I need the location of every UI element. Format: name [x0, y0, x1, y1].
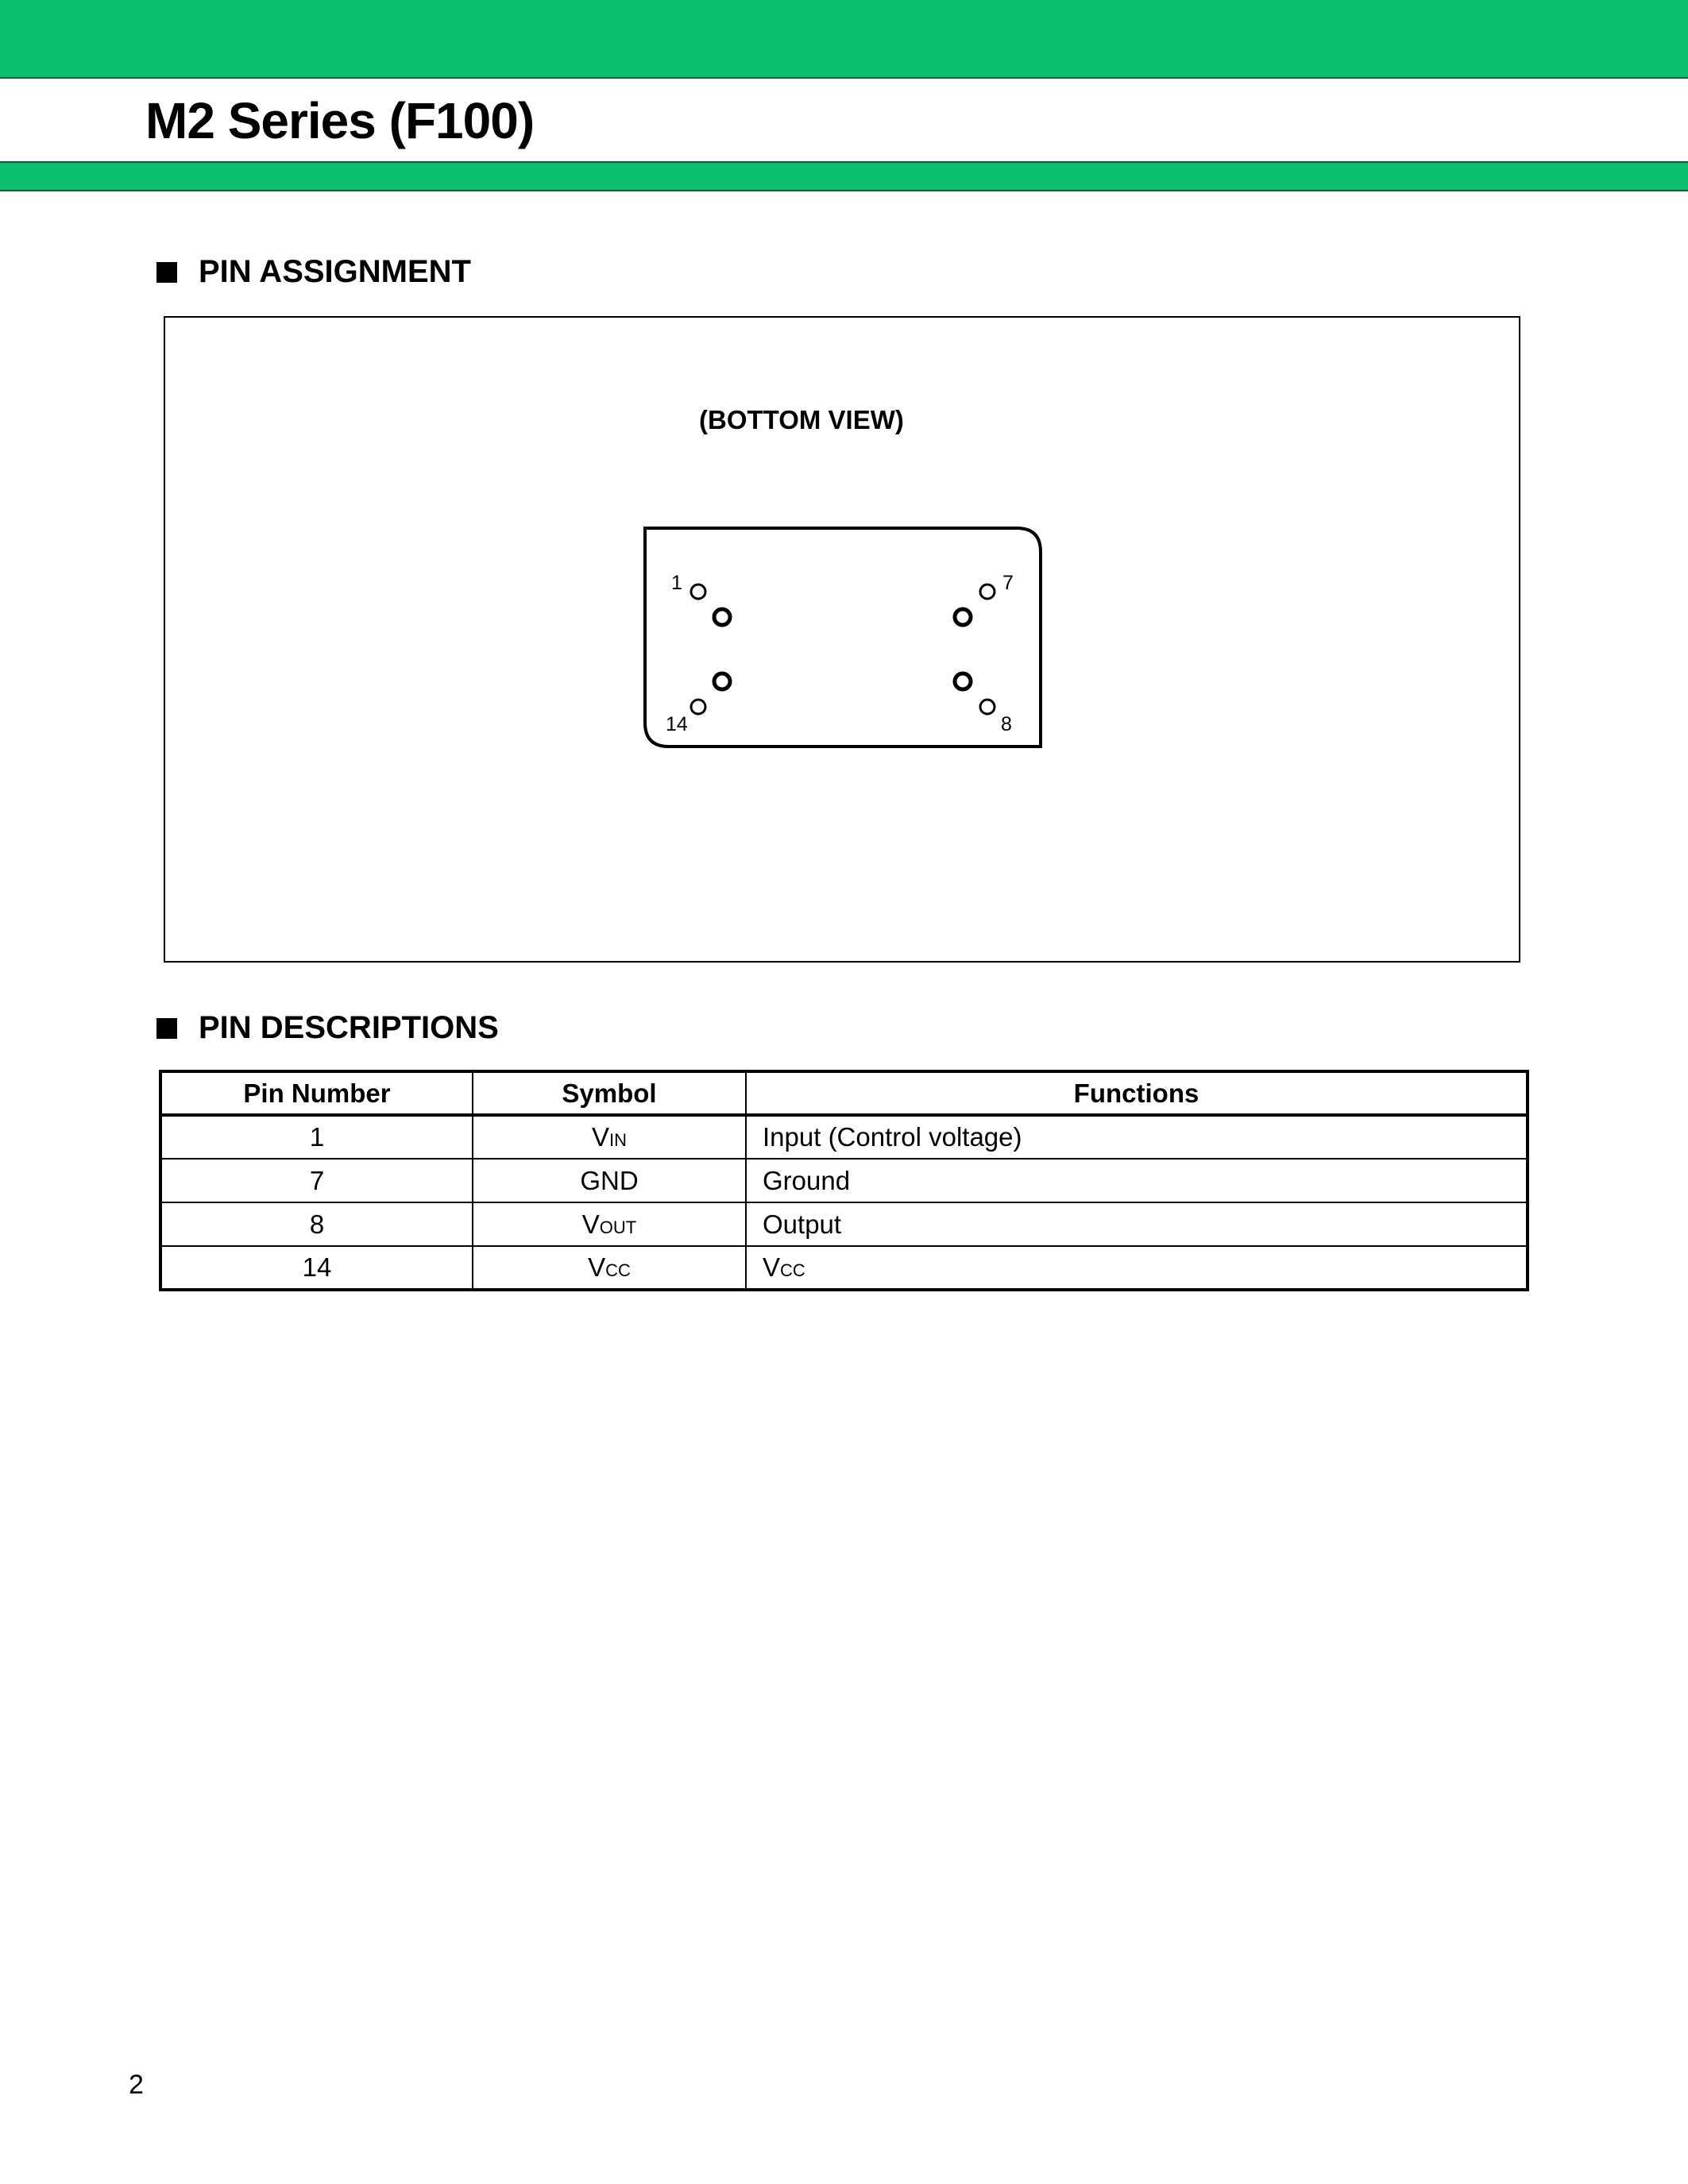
pin-assignment-heading-text: PIN ASSIGNMENT	[199, 254, 471, 289]
pin-label-7: 7	[1002, 572, 1014, 594]
package-outline	[645, 528, 1041, 747]
function-subscript: CC	[780, 1260, 805, 1280]
pin-6-pad	[955, 609, 971, 625]
pin-label-14: 14	[666, 713, 688, 735]
pin-number-cell: 8	[160, 1202, 473, 1246]
symbol-subscript: OUT	[599, 1217, 637, 1237]
bottom-view-label: (BOTTOM VIEW)	[699, 405, 904, 434]
symbol-cell	[473, 1202, 746, 1246]
pin-assignment-heading	[156, 254, 471, 290]
pin-1-pad	[691, 585, 705, 599]
pin-13-pad	[714, 673, 730, 689]
table-row	[160, 1159, 1528, 1202]
column-header-pin-number: Pin Number	[160, 1071, 473, 1115]
pin-2-pad	[714, 609, 730, 625]
package-bottom-view-diagram	[635, 520, 1049, 758]
function-cell	[746, 1246, 1528, 1290]
header-band	[0, 0, 1688, 79]
table-row	[160, 1246, 1528, 1290]
pin-8-pad	[980, 700, 995, 714]
pin-number-cell: 14	[160, 1246, 473, 1290]
symbol-cell	[473, 1246, 746, 1290]
function-cell	[746, 1202, 1528, 1246]
pin-14-pad	[691, 700, 705, 714]
table-header-row	[160, 1071, 1528, 1115]
symbol-subscript: CC	[605, 1260, 631, 1280]
table-row	[160, 1202, 1528, 1246]
function-main: Output	[763, 1209, 842, 1239]
column-header-symbol: Symbol	[473, 1071, 746, 1115]
pin-descriptions-table	[159, 1070, 1529, 1291]
symbol-main: V	[588, 1252, 606, 1282]
function-main: Input (Control voltage)	[763, 1122, 1022, 1152]
symbol-main: V	[581, 1209, 600, 1239]
pin-number-cell: 1	[160, 1115, 473, 1159]
function-cell	[746, 1159, 1528, 1202]
pin-descriptions-heading	[156, 1010, 499, 1046]
pin-9-pad	[955, 673, 971, 689]
function-main: Ground	[763, 1165, 851, 1195]
page-number: 2	[129, 2070, 144, 2100]
symbol-cell	[473, 1115, 746, 1159]
page-title: M2 Series (F100)	[145, 92, 535, 149]
pin-label-1: 1	[671, 572, 682, 594]
square-bullet-icon	[156, 262, 177, 283]
symbol-main: V	[591, 1122, 609, 1152]
table-row	[160, 1115, 1528, 1159]
symbol-main: GND	[580, 1165, 639, 1195]
column-header-functions: Functions	[746, 1071, 1528, 1115]
function-cell	[746, 1115, 1528, 1159]
square-bullet-icon	[156, 1018, 177, 1039]
pin-label-8: 8	[1001, 713, 1012, 735]
symbol-cell	[473, 1159, 746, 1202]
pin-7-pad	[980, 585, 995, 599]
title-underline-band	[0, 161, 1688, 191]
function-main: V	[763, 1252, 781, 1282]
symbol-subscript: IN	[609, 1130, 627, 1150]
pin-number-cell: 7	[160, 1159, 473, 1202]
pin-descriptions-heading-text: PIN DESCRIPTIONS	[199, 1010, 499, 1045]
